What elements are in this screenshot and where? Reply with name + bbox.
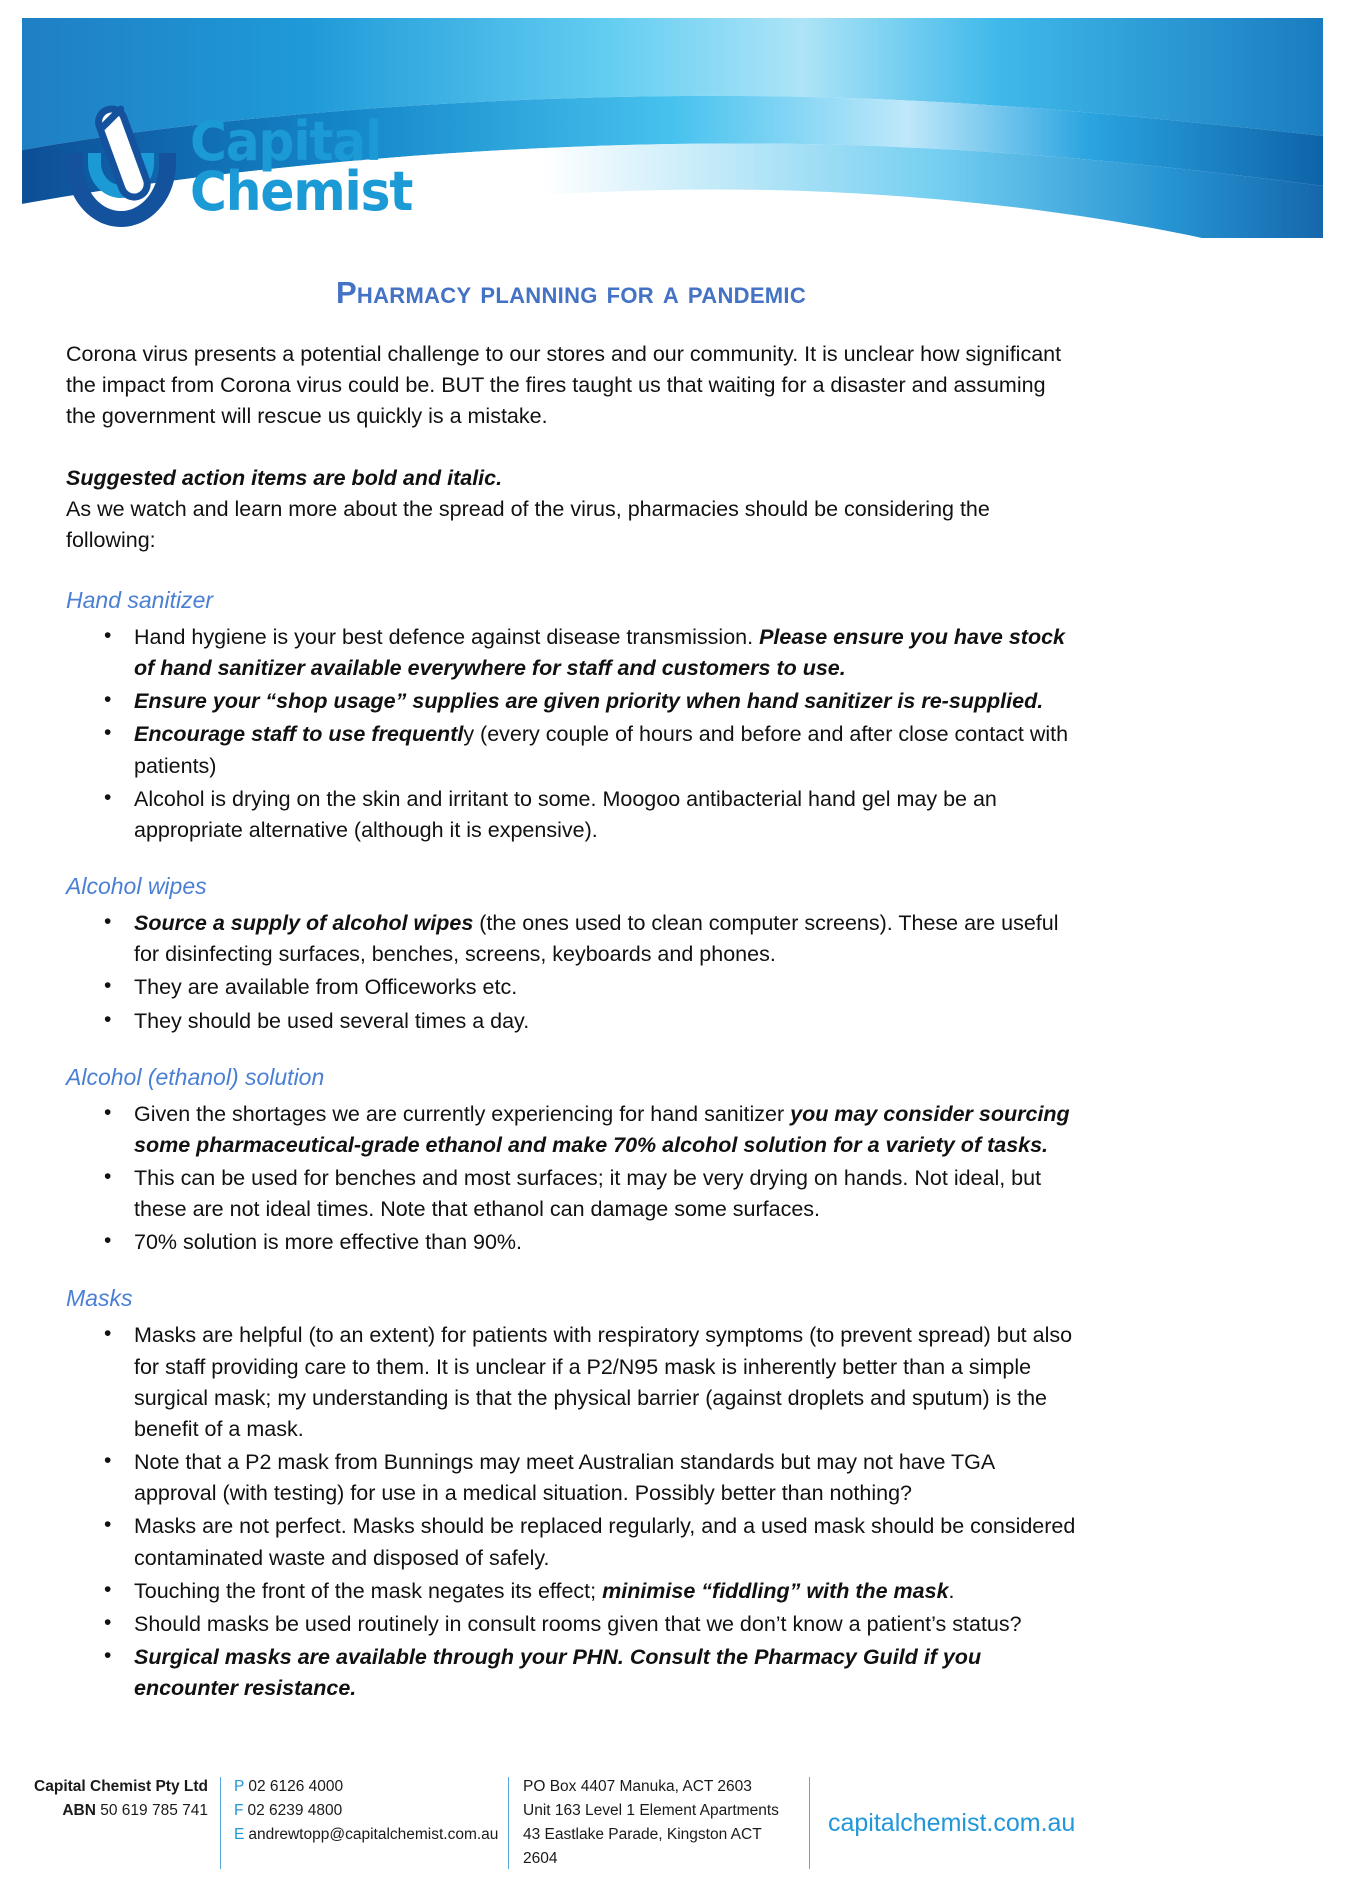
footer-phone-value: 02 6126 4000	[248, 1778, 344, 1795]
footer-address-line-3: 43 Eastlake Parade, Kingston ACT 2604	[523, 1826, 762, 1868]
list-item	[66, 1320, 1076, 1445]
list-item-text-run: you may consider sourcing some pharmaceutical-grade ethanol and make 70% alcohol solution for a variety of tasks.	[134, 1101, 1070, 1157]
sections-container	[66, 586, 1076, 1730]
list-item-text-run: Given the shortages we are currently experiencing for hand sanitizer	[134, 1101, 791, 1126]
footer-phone-label: P	[234, 1778, 245, 1795]
list-item-text-run: y (every couple of hours and before and after close contact with patients)	[134, 722, 1069, 778]
footer-fax-line	[234, 1799, 492, 1823]
list-item-text-run: Masks are not perfect. Masks should be replaced regularly, and a used mask should be considered contaminated waste and disposed of safely.	[134, 1514, 1076, 1570]
spacer	[66, 1260, 1076, 1284]
list-item	[66, 1576, 1076, 1607]
section	[66, 1284, 1076, 1730]
footer-fax-value: 02 6239 4800	[247, 1802, 343, 1820]
brand-wordmark	[190, 110, 413, 223]
list-item-text-run: They are available from Officeworks etc.	[134, 975, 518, 1000]
list-item	[66, 622, 1076, 684]
list-item	[66, 1227, 1076, 1258]
section	[66, 1063, 1076, 1285]
brand-name-line2: Chemist	[190, 160, 413, 223]
section	[66, 872, 1076, 1063]
intro-paragraph: Corona virus presents a potential challenge to our stores and our community. It is unclear how significant the impact from Corona virus could be. BUT the fires taught us that waiting for a disaster and assuming the government will rescue us quickly is a mistake.	[66, 342, 1062, 429]
list-item	[66, 719, 1076, 781]
list-item-text-run: They should be used several times a day.	[134, 1008, 530, 1033]
footer-email-line[interactable]	[234, 1823, 499, 1847]
spacer	[66, 1706, 1076, 1730]
section	[66, 586, 1076, 872]
list-item	[66, 1642, 1076, 1704]
list-item-text-run: (the ones used to clean computer screens). These are useful for disinfecting surfaces, benches, screens, keyboards and phones.	[134, 911, 1059, 967]
list-item-text-run: Source a supply of alcohol wipes	[134, 911, 474, 936]
footer-address-block	[509, 1775, 809, 1871]
section-heading: Alcohol wipes	[66, 873, 207, 900]
list-item	[66, 1006, 1076, 1037]
footer-abn-value: 50 619 785 741	[100, 1802, 208, 1820]
list-item-text-run: Encourage staff to use frequentl	[134, 722, 464, 747]
list-item	[66, 1099, 1076, 1161]
list-item	[66, 972, 1076, 1003]
list-item	[66, 1511, 1076, 1573]
list-item-text-run: Please ensure you have stock of hand sanitizer available everywhere for staff and customers to use.	[134, 624, 1065, 681]
footer-fax-label: F	[234, 1802, 244, 1820]
page-title: Pharmacy planning for a pandemic	[335, 275, 807, 310]
mortar-and-pestle-icon	[62, 101, 180, 233]
bullet-list	[66, 622, 1076, 846]
list-item	[66, 1609, 1076, 1640]
list-item-text-run: Alcohol is drying on the skin and irritant to some. Moogoo antibacterial hand gel may be an appropriate alternative (although it is expensive).	[134, 786, 997, 842]
list-item-text-run: minimise “fiddling” with the mask	[602, 1578, 949, 1603]
bullet-list	[66, 908, 1076, 1037]
list-item-text-run: This can be used for benches and most surfaces; it may be very drying on hands. Not ideal, but these are not ideal times. Note that ethanol can damage some surfaces.	[134, 1165, 1042, 1222]
page-footer	[18, 1775, 1328, 1871]
list-item-text-run: Masks are helpful (to an extent) for patients with respiratory symptoms (to prevent spread) but also for staff providing care to them. It is unclear if a P2/N95 mask is inherently better than a simple surgical mask; my understanding is that the physical barrier (against droplets and sputum) is the benefit of a mask.	[134, 1323, 1073, 1441]
list-item	[66, 908, 1076, 970]
footer-address-line-2: Unit 163 Level 1 Element Apartments	[523, 1802, 779, 1820]
spacer	[66, 433, 1076, 463]
spacer	[66, 556, 1076, 586]
list-item-text-run: Should masks be used routinely in consult rooms given that we don’t know a patient’s status?	[134, 1611, 1022, 1636]
brand-logo	[62, 92, 482, 242]
footer-website-link[interactable]: capitalchemist.com.au	[828, 1808, 1076, 1837]
footer-address-line-1: PO Box 4407 Manuka, ACT 2603	[523, 1778, 752, 1795]
section-heading: Alcohol (ethanol) solution	[66, 1063, 325, 1090]
lead-in-paragraph: As we watch and learn more about the spread of the virus, pharmacies should be considering the following:	[66, 496, 990, 552]
section-heading: Masks	[66, 1285, 133, 1312]
brand-name-line1: Capital	[190, 110, 382, 174]
footer-abn-label: ABN	[62, 1802, 96, 1820]
bullet-list	[66, 1099, 1076, 1259]
bullet-list	[66, 1320, 1076, 1704]
list-item	[66, 1163, 1076, 1225]
footer-contact-block	[221, 1775, 508, 1847]
footer-company-block	[18, 1775, 220, 1823]
list-item-text-run: Surgical masks are available through your PHN. Consult the Pharmacy Guild if you encounter resistance.	[134, 1645, 982, 1701]
list-item-text-run: Ensure your “shop usage” supplies are given priority when hand sanitizer is re-supplied.	[134, 689, 1044, 714]
list-item	[66, 686, 1076, 717]
list-item-text-run: Hand hygiene is your best defence against disease transmission.	[134, 624, 760, 649]
footer-company-name: Capital Chemist Pty Ltd	[34, 1778, 208, 1795]
list-item	[66, 784, 1076, 846]
action-items-note: Suggested action items are bold and italic.	[66, 465, 503, 490]
footer-email-label: E	[234, 1826, 245, 1844]
list-item-text-run: Note that a P2 mask from Bunnings may meet Australian standards but may not have TGA approval (with testing) for use in a medical situation. Possibly better than nothing?	[134, 1450, 995, 1506]
footer-email-value[interactable]: andrewtopp@capitalchemist.com.au	[248, 1826, 499, 1844]
list-item-text-run: .	[948, 1578, 955, 1603]
section-heading: Hand sanitizer	[66, 587, 214, 614]
spacer	[66, 1039, 1076, 1063]
document-body	[66, 275, 1076, 1730]
spacer	[66, 848, 1076, 872]
list-item-text-run: Touching the front of the mask negates its effect;	[134, 1578, 603, 1603]
footer-phone-line	[234, 1775, 492, 1799]
list-item	[66, 1447, 1076, 1509]
list-item-text-run: 70% solution is more effective than 90%.	[134, 1230, 523, 1255]
footer-abn-line	[18, 1799, 208, 1823]
